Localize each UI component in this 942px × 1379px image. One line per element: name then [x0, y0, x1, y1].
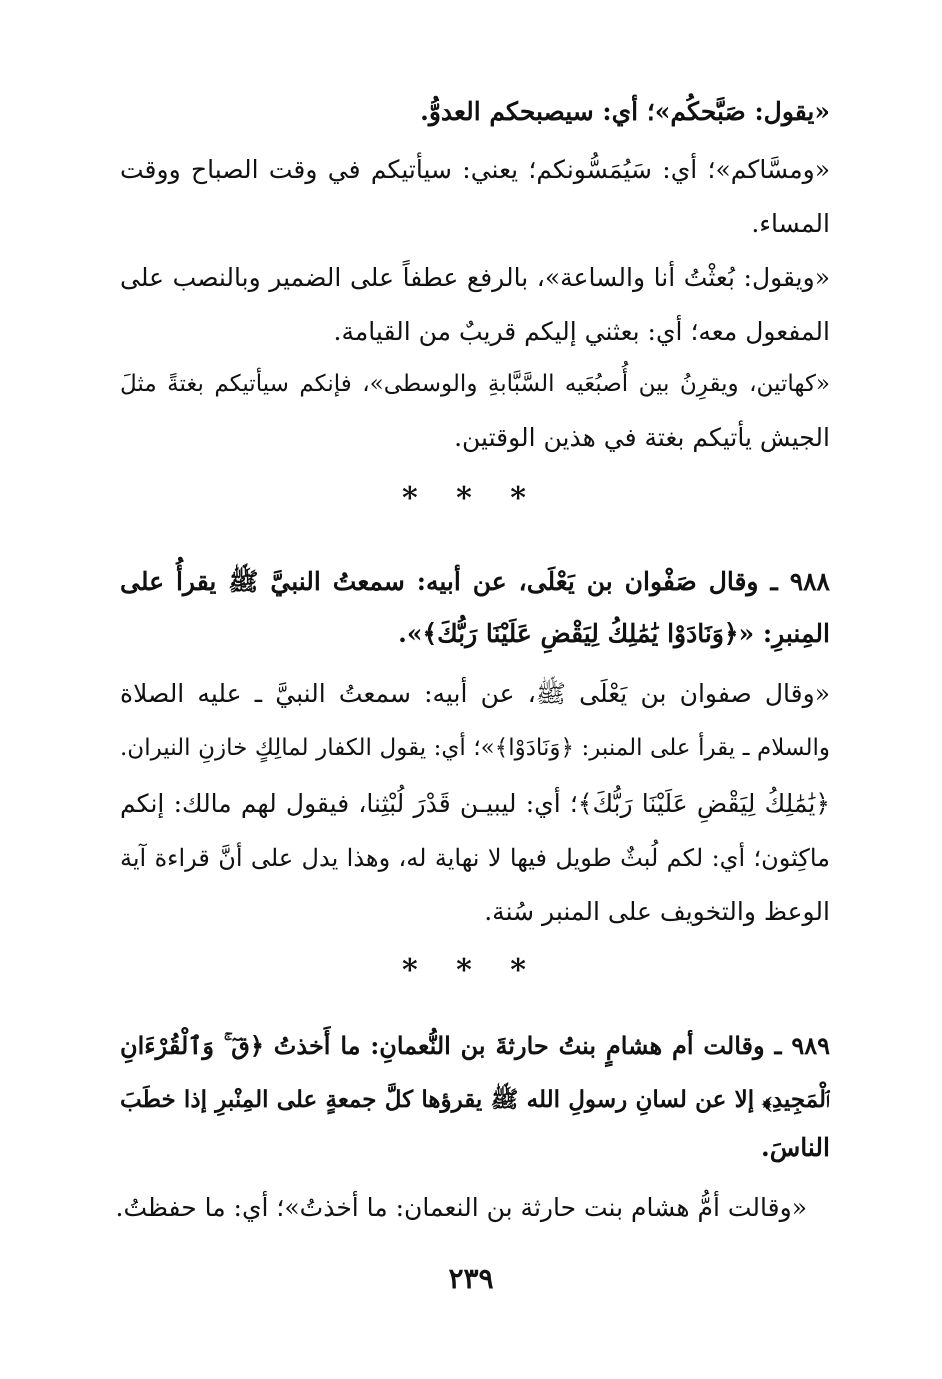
hadith-heading-line: ٱلْمَجِيدِ﴾ إلا عن لسانِ رسولِ الله ﷺ يقرؤها كلَّ جمعةٍ على المِنْبرِ إذا خطَبَ — [120, 1086, 830, 1113]
hadith-heading-line: ٩٨٨ ـ وقال صَفْوان بن يَعْلَى، عن أبيه: سمعتُ النبيَّ ﷺ يقرأُ على — [120, 567, 830, 596]
text-line: «وقال صفوان بن يَعْلَى ﷺ، عن أبيه: سمعتُ النبيَّ ـ عليه الصلاة — [120, 679, 830, 708]
text-line: الوعظ والتخويف على المنبر سُنة. — [484, 897, 830, 926]
hadith-heading-line: الناسَ. — [761, 1133, 830, 1162]
text-line: والسلام ـ يقرأ على المنبر: ﴿وَنَادَوْا﴾»؛ أي: يقول الكفار لمالِكٍ خازنِ النيران. — [120, 735, 830, 761]
text-line: المفعول معه؛ أي: بعثني إليكم قريبٌ من القيامة. — [333, 317, 830, 346]
text-line: الجيش يأتيكم بغتة في هذين الوقتين. — [454, 423, 830, 452]
text-line: «وقالت أمُّ هشام بنت حارثة بن النعمان: ما أخذتُ»؛ أي: ما حفظتُ. — [115, 1193, 807, 1222]
text-line: «كهاتين، ويقرِنُ بين أُصبُعَيه السَّبَّابةِ والوسطى»، فإنكم سيأتيكم بغتةً مثلَ — [120, 371, 830, 397]
hadith-heading-line: المِنبرِ: «﴿وَنَادَوْا يَٰمَٰلِكُ لِيَقْضِ عَلَيْنَا رَبُّكَ﴾». — [398, 619, 830, 648]
section-separator: * * * — [402, 481, 540, 516]
text-line: «يقول: صَبَّحكُم»؛ أي: سيصبحكم العدوُّ. — [420, 97, 830, 126]
hadith-heading-line: ٩٨٩ ـ وقالت أم هشامٍ بنتُ حارثةَ بن النُّعمانِ: ما أَخذتُ ﴿قٓ ۚ وَٱلْقُرْءَانِ — [120, 1031, 830, 1060]
text-line: «ويقول: بُعثْتُ أنا والساعة»، بالرفع عطفاً على الضمير وبالنصب على — [120, 263, 830, 292]
page-number: ٢٣٩ — [448, 1262, 494, 1295]
text-line: ماكِثون؛ أي: لكم لُبثٌ طويل فيها لا نهاية له، وهذا يدل على أنَّ قراءة آية — [120, 844, 830, 872]
section-separator: * * * — [402, 953, 540, 988]
text-line: «ومسَّاكم»؛ أي: سَيُمَسُّونكم؛ يعني: سيأتيكم في وقت الصباح ووقت — [120, 155, 830, 184]
text-line: ﴿يَٰمَٰلِكُ لِيَقْضِ عَلَيْنَا رَبُّكَ﴾؛ أي: ليبيـن قَدْرَ لُبْثِنا، فيقول لهم مالك: إنكم — [120, 789, 830, 818]
text-line: المساء. — [751, 209, 830, 238]
